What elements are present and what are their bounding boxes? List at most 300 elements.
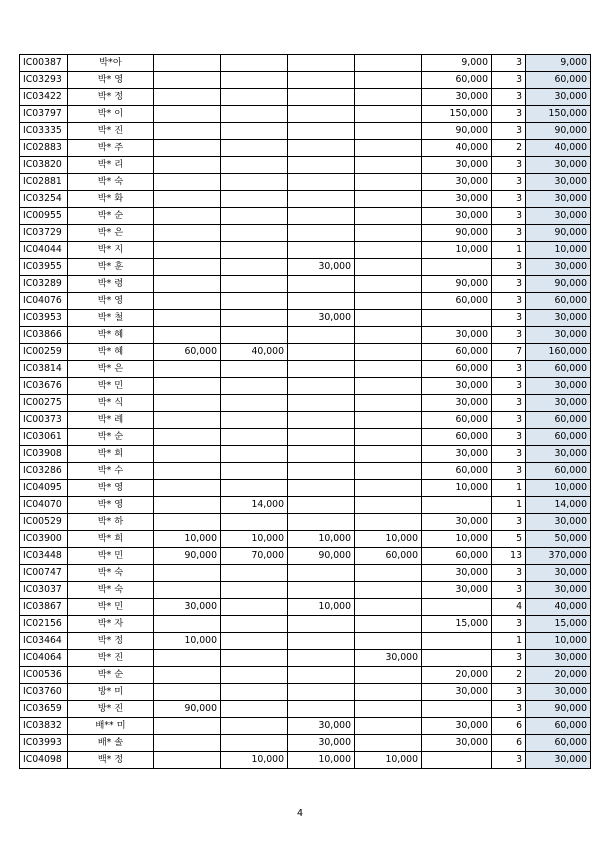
cell-name: 박* 훈 bbox=[68, 259, 154, 276]
cell-amount-4 bbox=[355, 616, 422, 633]
cell-amount-5: 30,000 bbox=[422, 327, 492, 344]
cell-amount-4 bbox=[355, 208, 422, 225]
cell-count: 3 bbox=[492, 191, 526, 208]
cell-name: 방* 진 bbox=[68, 701, 154, 718]
cell-name: 박* 령 bbox=[68, 276, 154, 293]
cell-total: 10,000 bbox=[526, 480, 591, 497]
cell-amount-1 bbox=[154, 327, 221, 344]
cell-amount-3 bbox=[288, 446, 355, 463]
cell-count: 1 bbox=[492, 633, 526, 650]
cell-name: 박* 영 bbox=[68, 293, 154, 310]
cell-count: 3 bbox=[492, 463, 526, 480]
cell-id: IC03953 bbox=[20, 310, 68, 327]
table-row bbox=[20, 72, 591, 89]
cell-id: IC04064 bbox=[20, 650, 68, 667]
cell-amount-2: 14,000 bbox=[221, 497, 288, 514]
cell-name: 박* 희 bbox=[68, 446, 154, 463]
cell-amount-3 bbox=[288, 327, 355, 344]
cell-amount-1 bbox=[154, 412, 221, 429]
cell-amount-2 bbox=[221, 429, 288, 446]
cell-total: 90,000 bbox=[526, 225, 591, 242]
cell-amount-5: 30,000 bbox=[422, 208, 492, 225]
cell-amount-2 bbox=[221, 259, 288, 276]
cell-amount-5: 60,000 bbox=[422, 548, 492, 565]
table-row bbox=[20, 718, 591, 735]
table-row bbox=[20, 395, 591, 412]
table-row bbox=[20, 123, 591, 140]
cell-amount-2: 70,000 bbox=[221, 548, 288, 565]
cell-amount-4 bbox=[355, 157, 422, 174]
cell-count: 6 bbox=[492, 735, 526, 752]
cell-total: 60,000 bbox=[526, 735, 591, 752]
cell-total: 30,000 bbox=[526, 514, 591, 531]
cell-amount-4 bbox=[355, 718, 422, 735]
cell-amount-4 bbox=[355, 89, 422, 106]
cell-amount-2 bbox=[221, 718, 288, 735]
cell-amount-2: 40,000 bbox=[221, 344, 288, 361]
cell-id: IC03335 bbox=[20, 123, 68, 140]
cell-amount-3 bbox=[288, 701, 355, 718]
cell-count: 3 bbox=[492, 327, 526, 344]
cell-amount-4 bbox=[355, 225, 422, 242]
cell-name: 박* 정 bbox=[68, 89, 154, 106]
cell-name: 박* 은 bbox=[68, 225, 154, 242]
cell-amount-1 bbox=[154, 497, 221, 514]
cell-amount-4 bbox=[355, 106, 422, 123]
cell-amount-5: 60,000 bbox=[422, 429, 492, 446]
cell-count: 3 bbox=[492, 225, 526, 242]
cell-amount-3 bbox=[288, 633, 355, 650]
cell-amount-3: 30,000 bbox=[288, 735, 355, 752]
cell-amount-5: 30,000 bbox=[422, 89, 492, 106]
cell-amount-2 bbox=[221, 378, 288, 395]
cell-amount-3 bbox=[288, 497, 355, 514]
cell-amount-3 bbox=[288, 276, 355, 293]
cell-total: 150,000 bbox=[526, 106, 591, 123]
cell-count: 3 bbox=[492, 72, 526, 89]
cell-id: IC03289 bbox=[20, 276, 68, 293]
cell-name: 배** 미 bbox=[68, 718, 154, 735]
cell-amount-5 bbox=[422, 259, 492, 276]
cell-amount-1 bbox=[154, 735, 221, 752]
cell-amount-4 bbox=[355, 140, 422, 157]
cell-total: 40,000 bbox=[526, 140, 591, 157]
cell-count: 1 bbox=[492, 480, 526, 497]
cell-count: 3 bbox=[492, 106, 526, 123]
cell-total: 14,000 bbox=[526, 497, 591, 514]
cell-total: 60,000 bbox=[526, 429, 591, 446]
cell-amount-2 bbox=[221, 293, 288, 310]
cell-name: 박* 영 bbox=[68, 480, 154, 497]
table-row bbox=[20, 633, 591, 650]
cell-amount-5: 10,000 bbox=[422, 480, 492, 497]
table-row bbox=[20, 174, 591, 191]
cell-amount-2: 10,000 bbox=[221, 752, 288, 769]
cell-amount-1 bbox=[154, 106, 221, 123]
cell-id: IC03820 bbox=[20, 157, 68, 174]
cell-total: 90,000 bbox=[526, 701, 591, 718]
cell-amount-2: 10,000 bbox=[221, 531, 288, 548]
cell-amount-2 bbox=[221, 242, 288, 259]
cell-id: IC03867 bbox=[20, 599, 68, 616]
cell-id: IC00529 bbox=[20, 514, 68, 531]
cell-total: 30,000 bbox=[526, 89, 591, 106]
cell-total: 60,000 bbox=[526, 463, 591, 480]
cell-amount-2 bbox=[221, 327, 288, 344]
cell-amount-5: 90,000 bbox=[422, 225, 492, 242]
cell-amount-4 bbox=[355, 72, 422, 89]
cell-count: 3 bbox=[492, 259, 526, 276]
cell-name: 박* 순 bbox=[68, 208, 154, 225]
cell-amount-1 bbox=[154, 667, 221, 684]
cell-total: 370,000 bbox=[526, 548, 591, 565]
cell-count: 3 bbox=[492, 514, 526, 531]
cell-total: 30,000 bbox=[526, 684, 591, 701]
cell-name: 박* 이 bbox=[68, 106, 154, 123]
cell-amount-3 bbox=[288, 191, 355, 208]
cell-amount-5: 30,000 bbox=[422, 191, 492, 208]
cell-total: 30,000 bbox=[526, 650, 591, 667]
cell-id: IC03286 bbox=[20, 463, 68, 480]
cell-total: 30,000 bbox=[526, 565, 591, 582]
cell-id: IC04044 bbox=[20, 242, 68, 259]
cell-amount-3 bbox=[288, 123, 355, 140]
cell-amount-3 bbox=[288, 293, 355, 310]
cell-amount-5: 15,000 bbox=[422, 616, 492, 633]
cell-amount-2 bbox=[221, 650, 288, 667]
cell-amount-4 bbox=[355, 276, 422, 293]
cell-amount-1: 10,000 bbox=[154, 633, 221, 650]
cell-amount-3 bbox=[288, 242, 355, 259]
cell-amount-2 bbox=[221, 157, 288, 174]
cell-count: 3 bbox=[492, 429, 526, 446]
cell-count: 3 bbox=[492, 123, 526, 140]
cell-count: 3 bbox=[492, 310, 526, 327]
cell-name: 박* 혜 bbox=[68, 344, 154, 361]
cell-id: IC00387 bbox=[20, 55, 68, 72]
cell-amount-1 bbox=[154, 429, 221, 446]
cell-amount-3 bbox=[288, 157, 355, 174]
cell-amount-1 bbox=[154, 55, 221, 72]
cell-amount-5: 60,000 bbox=[422, 72, 492, 89]
cell-total: 60,000 bbox=[526, 293, 591, 310]
cell-count: 3 bbox=[492, 446, 526, 463]
table-row bbox=[20, 208, 591, 225]
cell-amount-1 bbox=[154, 242, 221, 259]
cell-amount-2 bbox=[221, 446, 288, 463]
cell-amount-4 bbox=[355, 310, 422, 327]
cell-amount-4 bbox=[355, 191, 422, 208]
cell-amount-1 bbox=[154, 718, 221, 735]
cell-id: IC03422 bbox=[20, 89, 68, 106]
table-row bbox=[20, 446, 591, 463]
cell-count: 3 bbox=[492, 412, 526, 429]
cell-amount-2 bbox=[221, 361, 288, 378]
cell-amount-1 bbox=[154, 293, 221, 310]
cell-amount-4 bbox=[355, 429, 422, 446]
table-row bbox=[20, 225, 591, 242]
cell-amount-5: 60,000 bbox=[422, 463, 492, 480]
cell-amount-4 bbox=[355, 174, 422, 191]
table-row bbox=[20, 344, 591, 361]
cell-amount-3 bbox=[288, 140, 355, 157]
cell-amount-1 bbox=[154, 582, 221, 599]
cell-total: 30,000 bbox=[526, 582, 591, 599]
cell-amount-1: 90,000 bbox=[154, 701, 221, 718]
cell-id: IC04098 bbox=[20, 752, 68, 769]
cell-amount-3 bbox=[288, 565, 355, 582]
cell-amount-2 bbox=[221, 174, 288, 191]
cell-amount-3 bbox=[288, 225, 355, 242]
cell-name: 박* 영 bbox=[68, 72, 154, 89]
cell-id: IC00955 bbox=[20, 208, 68, 225]
table-row bbox=[20, 599, 591, 616]
table-row bbox=[20, 650, 591, 667]
cell-total: 30,000 bbox=[526, 395, 591, 412]
cell-amount-4 bbox=[355, 242, 422, 259]
cell-total: 30,000 bbox=[526, 752, 591, 769]
cell-amount-2 bbox=[221, 89, 288, 106]
cell-amount-4: 10,000 bbox=[355, 531, 422, 548]
cell-id: IC03037 bbox=[20, 582, 68, 599]
cell-amount-2 bbox=[221, 701, 288, 718]
cell-count: 3 bbox=[492, 361, 526, 378]
cell-amount-5: 30,000 bbox=[422, 174, 492, 191]
cell-amount-2 bbox=[221, 140, 288, 157]
cell-id: IC04095 bbox=[20, 480, 68, 497]
cell-amount-2 bbox=[221, 582, 288, 599]
cell-amount-4 bbox=[355, 259, 422, 276]
cell-amount-4 bbox=[355, 582, 422, 599]
cell-amount-2 bbox=[221, 480, 288, 497]
cell-total: 60,000 bbox=[526, 361, 591, 378]
cell-name: 박* 수 bbox=[68, 463, 154, 480]
cell-amount-4 bbox=[355, 735, 422, 752]
table-row bbox=[20, 259, 591, 276]
cell-amount-3: 30,000 bbox=[288, 310, 355, 327]
cell-total: 30,000 bbox=[526, 174, 591, 191]
cell-name: 박* 민 bbox=[68, 599, 154, 616]
donation-table bbox=[19, 54, 591, 769]
cell-amount-5 bbox=[422, 633, 492, 650]
cell-amount-5 bbox=[422, 650, 492, 667]
cell-amount-5: 10,000 bbox=[422, 531, 492, 548]
cell-amount-3 bbox=[288, 106, 355, 123]
cell-amount-3 bbox=[288, 174, 355, 191]
cell-amount-5 bbox=[422, 310, 492, 327]
cell-count: 3 bbox=[492, 752, 526, 769]
table-row bbox=[20, 106, 591, 123]
cell-amount-1 bbox=[154, 191, 221, 208]
cell-id: IC03993 bbox=[20, 735, 68, 752]
cell-name: 박* 순 bbox=[68, 429, 154, 446]
cell-amount-1 bbox=[154, 395, 221, 412]
cell-total: 30,000 bbox=[526, 327, 591, 344]
cell-amount-1 bbox=[154, 565, 221, 582]
cell-amount-2 bbox=[221, 191, 288, 208]
cell-amount-1: 60,000 bbox=[154, 344, 221, 361]
cell-name: 박* 은 bbox=[68, 361, 154, 378]
cell-amount-1: 90,000 bbox=[154, 548, 221, 565]
table-row bbox=[20, 548, 591, 565]
cell-id: IC03814 bbox=[20, 361, 68, 378]
cell-total: 30,000 bbox=[526, 310, 591, 327]
cell-id: IC04076 bbox=[20, 293, 68, 310]
cell-amount-4 bbox=[355, 446, 422, 463]
cell-amount-1 bbox=[154, 684, 221, 701]
cell-count: 6 bbox=[492, 718, 526, 735]
table-row bbox=[20, 412, 591, 429]
cell-total: 60,000 bbox=[526, 412, 591, 429]
cell-amount-3 bbox=[288, 378, 355, 395]
cell-id: IC03659 bbox=[20, 701, 68, 718]
table-row bbox=[20, 582, 591, 599]
table-row bbox=[20, 157, 591, 174]
cell-amount-4: 30,000 bbox=[355, 650, 422, 667]
cell-amount-4 bbox=[355, 361, 422, 378]
cell-amount-5: 150,000 bbox=[422, 106, 492, 123]
cell-name: 백* 정 bbox=[68, 752, 154, 769]
table-row bbox=[20, 752, 591, 769]
cell-name: 박* 주 bbox=[68, 140, 154, 157]
cell-amount-4 bbox=[355, 497, 422, 514]
cell-amount-5 bbox=[422, 599, 492, 616]
cell-amount-5 bbox=[422, 497, 492, 514]
cell-id: IC00747 bbox=[20, 565, 68, 582]
table-row bbox=[20, 140, 591, 157]
cell-count: 2 bbox=[492, 140, 526, 157]
cell-amount-3 bbox=[288, 344, 355, 361]
cell-amount-4 bbox=[355, 701, 422, 718]
cell-id: IC00373 bbox=[20, 412, 68, 429]
cell-amount-3 bbox=[288, 72, 355, 89]
cell-id: IC02881 bbox=[20, 174, 68, 191]
table-row bbox=[20, 378, 591, 395]
cell-amount-1 bbox=[154, 276, 221, 293]
cell-id: IC03797 bbox=[20, 106, 68, 123]
cell-amount-1 bbox=[154, 616, 221, 633]
cell-amount-4: 10,000 bbox=[355, 752, 422, 769]
cell-amount-2 bbox=[221, 123, 288, 140]
cell-amount-3 bbox=[288, 412, 355, 429]
cell-amount-5: 9,000 bbox=[422, 55, 492, 72]
cell-amount-5: 30,000 bbox=[422, 157, 492, 174]
cell-count: 1 bbox=[492, 497, 526, 514]
cell-amount-4 bbox=[355, 514, 422, 531]
cell-name: 박* 숙 bbox=[68, 174, 154, 191]
cell-amount-1 bbox=[154, 157, 221, 174]
cell-total: 20,000 bbox=[526, 667, 591, 684]
cell-amount-1 bbox=[154, 123, 221, 140]
cell-amount-4 bbox=[355, 378, 422, 395]
cell-amount-5: 30,000 bbox=[422, 582, 492, 599]
cell-amount-3 bbox=[288, 208, 355, 225]
table-row bbox=[20, 565, 591, 582]
cell-amount-3 bbox=[288, 55, 355, 72]
cell-id: IC03908 bbox=[20, 446, 68, 463]
cell-name: 박* 순 bbox=[68, 667, 154, 684]
cell-amount-4 bbox=[355, 463, 422, 480]
cell-amount-4 bbox=[355, 395, 422, 412]
cell-name: 박* 철 bbox=[68, 310, 154, 327]
cell-name: 박* 진 bbox=[68, 650, 154, 667]
cell-id: IC00275 bbox=[20, 395, 68, 412]
cell-amount-5: 30,000 bbox=[422, 565, 492, 582]
cell-count: 5 bbox=[492, 531, 526, 548]
cell-amount-5: 60,000 bbox=[422, 412, 492, 429]
cell-name: 박* 지 bbox=[68, 242, 154, 259]
cell-amount-3 bbox=[288, 684, 355, 701]
cell-amount-2 bbox=[221, 514, 288, 531]
table-row bbox=[20, 276, 591, 293]
cell-amount-1 bbox=[154, 752, 221, 769]
cell-count: 3 bbox=[492, 616, 526, 633]
table-row bbox=[20, 293, 591, 310]
cell-id: IC03254 bbox=[20, 191, 68, 208]
table-row bbox=[20, 667, 591, 684]
cell-amount-1 bbox=[154, 480, 221, 497]
table-row bbox=[20, 55, 591, 72]
cell-id: IC02883 bbox=[20, 140, 68, 157]
cell-name: 박* 자 bbox=[68, 616, 154, 633]
cell-total: 40,000 bbox=[526, 599, 591, 616]
cell-name: 박* 진 bbox=[68, 123, 154, 140]
cell-amount-5: 60,000 bbox=[422, 361, 492, 378]
cell-total: 10,000 bbox=[526, 242, 591, 259]
cell-count: 3 bbox=[492, 276, 526, 293]
cell-total: 30,000 bbox=[526, 208, 591, 225]
cell-total: 50,000 bbox=[526, 531, 591, 548]
cell-amount-5: 10,000 bbox=[422, 242, 492, 259]
cell-name: 박* 혜 bbox=[68, 327, 154, 344]
cell-amount-2 bbox=[221, 55, 288, 72]
cell-amount-5 bbox=[422, 752, 492, 769]
cell-id: IC03900 bbox=[20, 531, 68, 548]
cell-amount-1 bbox=[154, 514, 221, 531]
cell-name: 박* 숙 bbox=[68, 565, 154, 582]
cell-amount-4 bbox=[355, 123, 422, 140]
cell-amount-1 bbox=[154, 225, 221, 242]
cell-name: 박* 화 bbox=[68, 191, 154, 208]
cell-count: 3 bbox=[492, 208, 526, 225]
cell-count: 3 bbox=[492, 582, 526, 599]
cell-id: IC03448 bbox=[20, 548, 68, 565]
cell-amount-1 bbox=[154, 72, 221, 89]
cell-id: IC03676 bbox=[20, 378, 68, 395]
cell-name: 박* 민 bbox=[68, 378, 154, 395]
cell-amount-2 bbox=[221, 208, 288, 225]
cell-amount-1 bbox=[154, 140, 221, 157]
table-row bbox=[20, 497, 591, 514]
cell-amount-3: 10,000 bbox=[288, 599, 355, 616]
cell-amount-4 bbox=[355, 480, 422, 497]
table-row bbox=[20, 735, 591, 752]
cell-amount-3: 10,000 bbox=[288, 531, 355, 548]
cell-amount-2 bbox=[221, 463, 288, 480]
cell-amount-3 bbox=[288, 89, 355, 106]
cell-total: 30,000 bbox=[526, 259, 591, 276]
cell-id: IC00536 bbox=[20, 667, 68, 684]
cell-amount-1: 10,000 bbox=[154, 531, 221, 548]
cell-amount-2 bbox=[221, 684, 288, 701]
cell-id: IC03464 bbox=[20, 633, 68, 650]
cell-id: IC03955 bbox=[20, 259, 68, 276]
cell-amount-1 bbox=[154, 361, 221, 378]
table-row bbox=[20, 89, 591, 106]
cell-amount-2 bbox=[221, 735, 288, 752]
cell-amount-5: 90,000 bbox=[422, 276, 492, 293]
cell-name: 방* 미 bbox=[68, 684, 154, 701]
